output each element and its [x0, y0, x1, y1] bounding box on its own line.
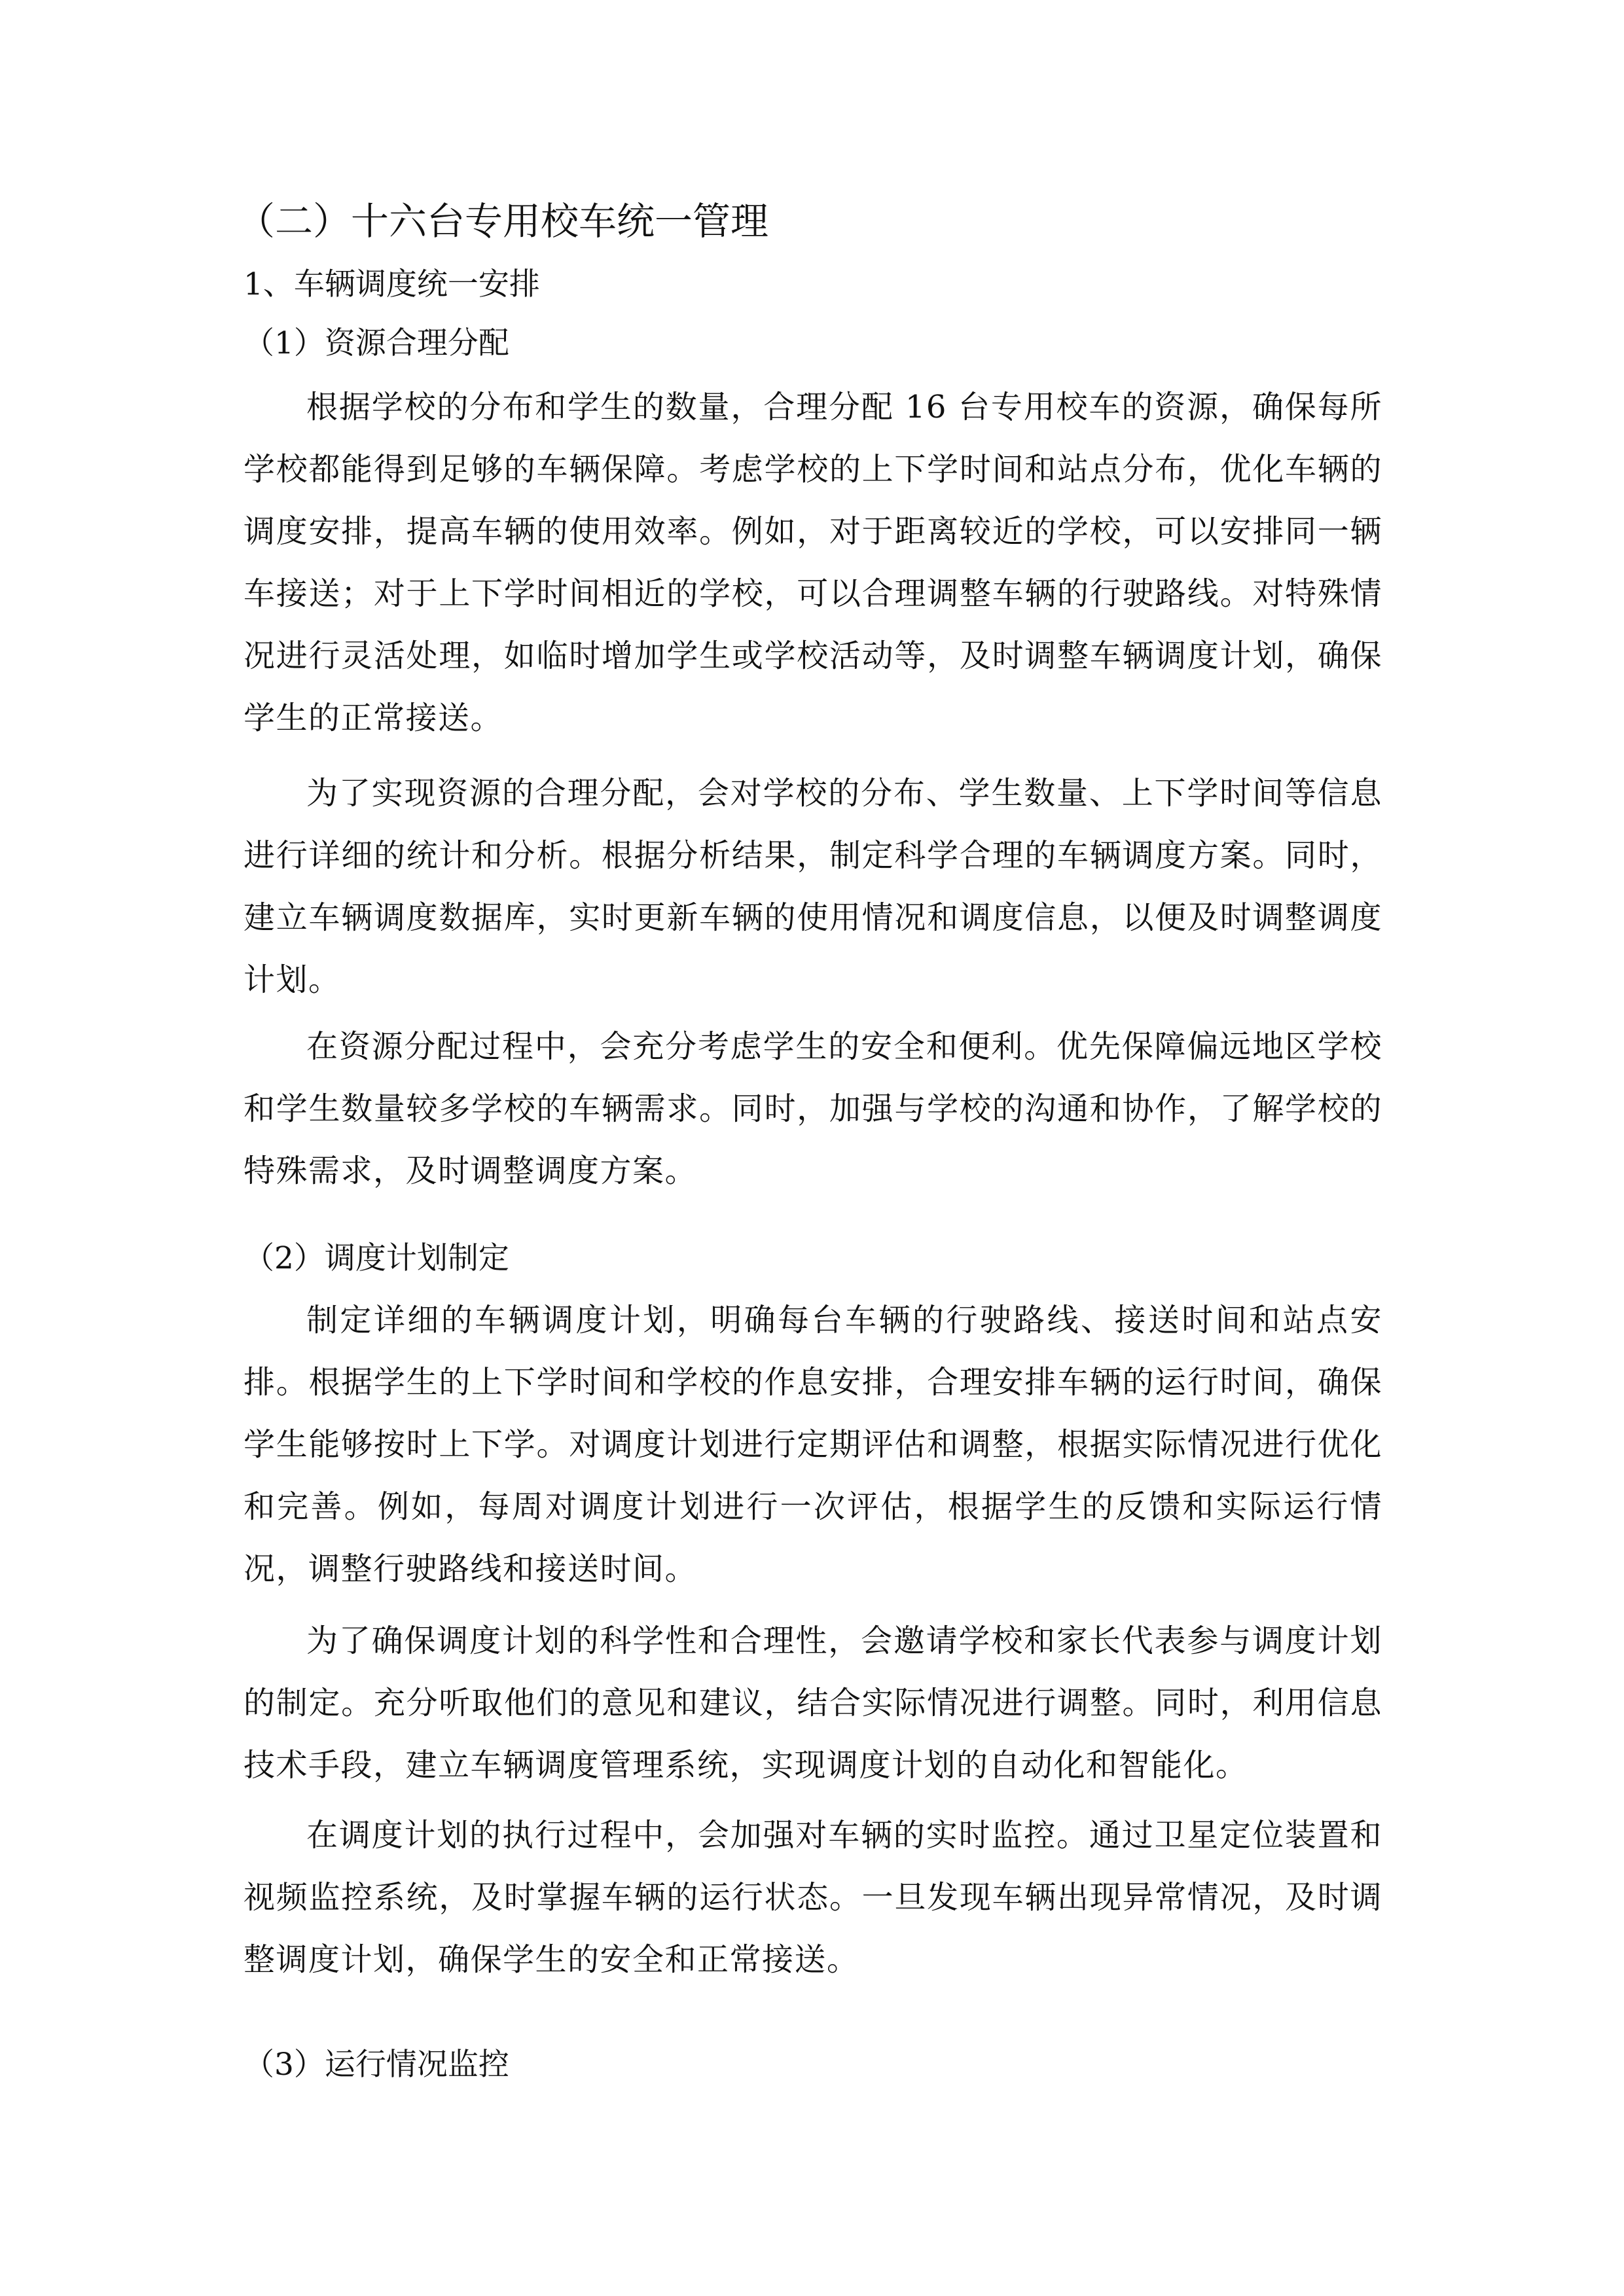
item-1-paragraph-2: 为了实现资源的合理分配，会对学校的分布、学生数量、上下学时间等信息进行详细的统计和分析。根据分析结果，制定科学合理的车辆调度方案。同时，建立车辆调度数据库，实时更新车辆的使用情况和调度信息，以便及时调整调度计划。 — [244, 775, 1382, 998]
section-title: （二）十六台专用校车统一管理 — [237, 199, 769, 243]
item-2-paragraph-1: 制定详细的车辆调度计划，明确每台车辆的行驶路线、接送时间和站点安排。根据学生的上下学时间和学校的作息安排，合理安排车辆的运行时间，确保学生能够按时上下学。对调度计划进行定期评估和调整，根据实际情况进行优化和完善。例如，每周对调度计划进行一次评估，根据学生的反馈和实际运行情况，调整行驶路线和接送时间。 — [244, 1302, 1382, 1587]
item-2-paragraph-2: 为了确保调度计划的科学性和合理性，会邀请学校和家长代表参与调度计划的制定。充分听取他们的意见和建议，结合实际情况进行调整。同时，利用信息技术手段，建立车辆调度管理系统，实现调度计划的自动化和智能化。 — [244, 1623, 1382, 1784]
item-1-paragraph-3: 在资源分配过程中，会充分考虑学生的安全和便利。优先保障偏远地区学校和学生数量较多学校的车辆需求。同时，加强与学校的沟通和协作，了解学校的特殊需求，及时调整调度方案。 — [244, 1028, 1382, 1189]
item-3-heading: （3）运行情况监控 — [244, 2047, 509, 2083]
item-1-paragraph-1: 根据学校的分布和学生的数量，合理分配 16 台专用校车的资源，确保每所学校都能得到足够的车辆保障。考虑学校的上下学时间和站点分布，优化车辆的调度安排，提高车辆的使用效率。例如，对于距离较近的学校，可以安排同一辆车接送；对于上下学时间相近的学校，可以合理调整车辆的行驶路线。对特殊情况进行灵活处理，如临时增加学生或学校活动等，及时调整车辆调度计划，确保学生的正常接送。 — [244, 389, 1382, 736]
item-2-paragraph-3: 在调度计划的执行过程中，会加强对车辆的实时监控。通过卫星定位装置和视频监控系统，及时掌握车辆的运行状态。一旦发现车辆出现异常情况，及时调整调度计划，确保学生的安全和正常接送。 — [244, 1817, 1382, 1978]
item-1-heading: （1）资源合理分配 — [244, 325, 509, 361]
item-2-heading: （2）调度计划制定 — [244, 1240, 509, 1276]
subsection-title: 1、车辆调度统一安排 — [244, 266, 540, 302]
